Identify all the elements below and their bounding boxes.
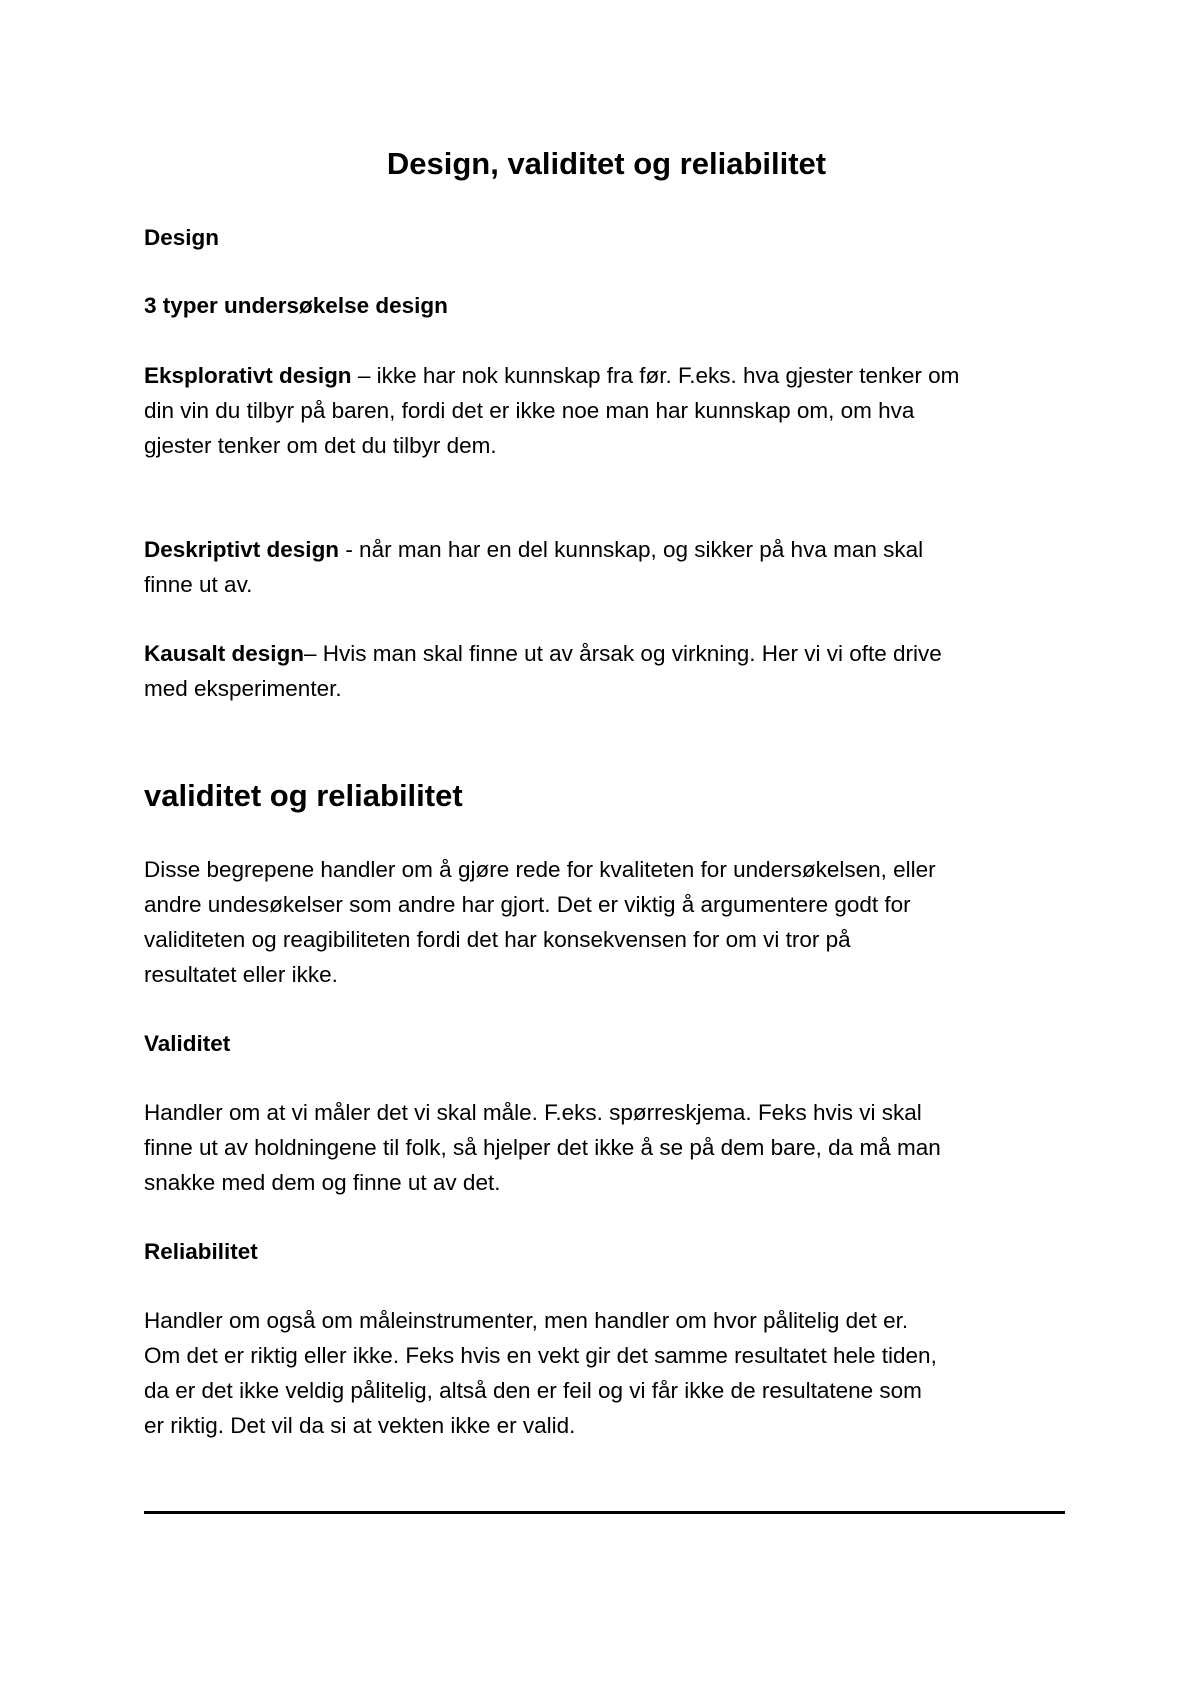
paragraph-reliabilitet-line-3: da er det ikke veldig pålitelig, altså den er feil og vi får ikke de resultatene som: [144, 1378, 922, 1403]
paragraph-kausalt-line-1: [144, 636, 942, 671]
paragraph-eksplorativt-line-2: din vin du tilbyr på baren, fordi det er ikke noe man har kunnskap om, om hva: [144, 398, 915, 423]
heading-validitet-og-reliabilitet: validitet og reliabilitet: [144, 778, 463, 813]
paragraph-intro-line-4: resultatet eller ikke.: [144, 962, 338, 987]
term-eksplorativt: Eksplorativt design: [144, 363, 352, 388]
paragraph-eksplorativt-line-3: gjester tenker om det du tilbyr dem.: [144, 433, 497, 458]
paragraph-intro-line-2: andre undesøkelser som andre har gjort. Det er viktig å argumentere godt for: [144, 892, 911, 917]
page-title: Design, validitet og reliabilitet: [386, 146, 827, 181]
kausalt-text: – Hvis man skal finne ut av årsak og virkning. Her vi vi ofte drive: [304, 641, 942, 666]
paragraph-reliabilitet-line-1: Handler om også om måleinstrumenter, men handler om hvor pålitelig det er.: [144, 1308, 909, 1333]
paragraph-intro-line-3: validiteten og reagibiliteten fordi det har konsekvensen for om vi tror på: [144, 927, 851, 952]
eksplorativt-text: – ikke har nok kunnskap fra før. F.eks. hva gjester tenker om: [351, 363, 960, 388]
deskriptivt-text: - når man har en del kunnskap, og sikker på hva man skal: [339, 537, 924, 562]
heading-reliabilitet: Reliabilitet: [144, 1239, 258, 1264]
paragraph-kausalt-line-2: med eksperimenter.: [144, 676, 342, 701]
subheading-types: 3 typer undersøkelse design: [144, 293, 448, 318]
term-kausalt: Kausalt design: [144, 641, 305, 666]
term-deskriptivt: Deskriptivt design: [144, 537, 340, 562]
paragraph-intro-line-1: Disse begrepene handler om å gjøre rede for kvaliteten for undersøkelsen, eller: [144, 857, 936, 882]
paragraph-reliabilitet-line-2: Om det er riktig eller ikke. Feks hvis en vekt gir det samme resultatet hele tiden,: [144, 1343, 937, 1368]
paragraph-deskriptivt-line-2: finne ut av.: [144, 572, 253, 597]
paragraph-validitet-line-3: snakke med dem og finne ut av det.: [144, 1170, 501, 1195]
paragraph-validitet-line-2: finne ut av holdningene til folk, så hjelper det ikke å se på dem bare, da må man: [144, 1135, 941, 1160]
horizontal-rule: [144, 1511, 1065, 1514]
paragraph-deskriptivt-line-1: [144, 532, 923, 567]
paragraph-reliabilitet-line-4: er riktig. Det vil da si at vekten ikke er valid.: [144, 1413, 576, 1438]
heading-validitet: Validitet: [144, 1031, 231, 1056]
paragraph-eksplorativt-line-1: [144, 358, 959, 393]
heading-design: Design: [144, 225, 220, 250]
paragraph-validitet-line-1: Handler om at vi måler det vi skal måle. F.eks. spørreskjema. Feks hvis vi skal: [144, 1100, 922, 1125]
